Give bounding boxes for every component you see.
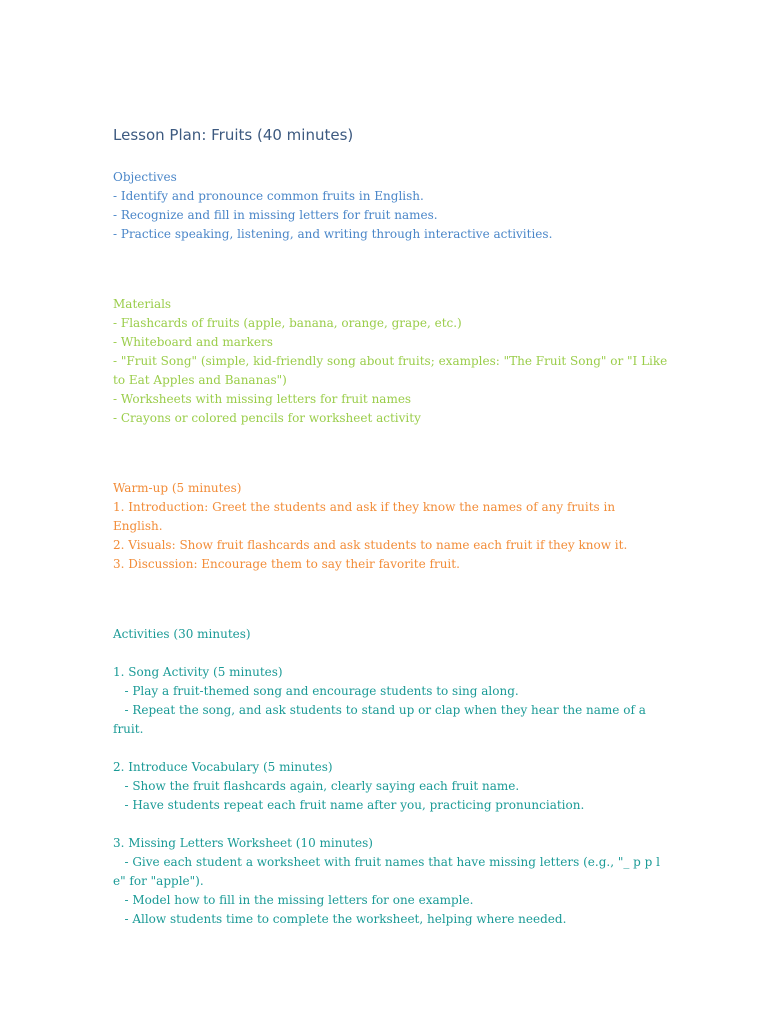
objective-item: - Identify and pronounce common fruits in English. — [113, 189, 424, 203]
worksheet-activity-heading: 3. Missing Letters Worksheet (10 minutes) — [113, 836, 373, 850]
warmup-item: 3. Discussion: Encourage them to say their favorite fruit. — [113, 557, 460, 571]
spacer — [113, 428, 668, 479]
warmup-section — [113, 479, 668, 574]
warmup-item: 1. Introduction: Greet the students and ask if they know the names of any fruits in English. — [113, 500, 619, 533]
spacer — [113, 244, 668, 295]
vocab-activity-item: - Have students repeat each fruit name after you, practicing pronunciation. — [113, 798, 585, 812]
material-item: - "Fruit Song" (simple, kid-friendly song about fruits; examples: "The Fruit Song" or "I Like to Eat Apples and Bananas") — [113, 354, 672, 387]
objective-item: - Recognize and fill in missing letters for fruit names. — [113, 208, 438, 222]
objectives-section — [113, 168, 668, 244]
materials-heading: Materials — [113, 297, 172, 311]
song-activity-item: - Repeat the song, and ask students to stand up or clap when they hear the name of a fruit. — [113, 703, 650, 736]
material-item: - Crayons or colored pencils for worksheet activity — [113, 411, 421, 425]
worksheet-activity-item: - Allow students time to complete the worksheet, helping where needed. — [113, 912, 567, 926]
activities-section — [113, 625, 668, 929]
worksheet-activity-item: - Give each student a worksheet with fruit names that have missing letters (e.g., "_ p p l e" for "apple"). — [113, 855, 664, 888]
spacer — [113, 815, 668, 834]
material-item: - Whiteboard and markers — [113, 335, 273, 349]
worksheet-activity-item: - Model how to fill in the missing letters for one example. — [113, 893, 474, 907]
material-item: - Flashcards of fruits (apple, banana, orange, grape, etc.) — [113, 316, 462, 330]
activities-heading: Activities (30 minutes) — [113, 627, 251, 641]
song-activity-item: - Play a fruit-themed song and encourage students to sing along. — [113, 684, 519, 698]
warmup-item: 2. Visuals: Show fruit flashcards and ask students to name each fruit if they know it. — [113, 538, 628, 552]
warmup-heading: Warm-up (5 minutes) — [113, 481, 242, 495]
material-item: - Worksheets with missing letters for fruit names — [113, 392, 412, 406]
song-activity-heading: 1. Song Activity (5 minutes) — [113, 665, 283, 679]
spacer — [113, 574, 668, 625]
spacer — [113, 739, 668, 758]
objective-item: - Practice speaking, listening, and writing through interactive activities. — [113, 227, 553, 241]
page-title: Lesson Plan: Fruits (40 minutes) — [113, 126, 354, 144]
spacer — [113, 644, 668, 663]
vocab-activity-heading: 2. Introduce Vocabulary (5 minutes) — [113, 760, 333, 774]
vocab-activity-item: - Show the fruit flashcards again, clearly saying each fruit name. — [113, 779, 520, 793]
objectives-heading: Objectives — [113, 170, 177, 184]
materials-section — [113, 295, 672, 428]
